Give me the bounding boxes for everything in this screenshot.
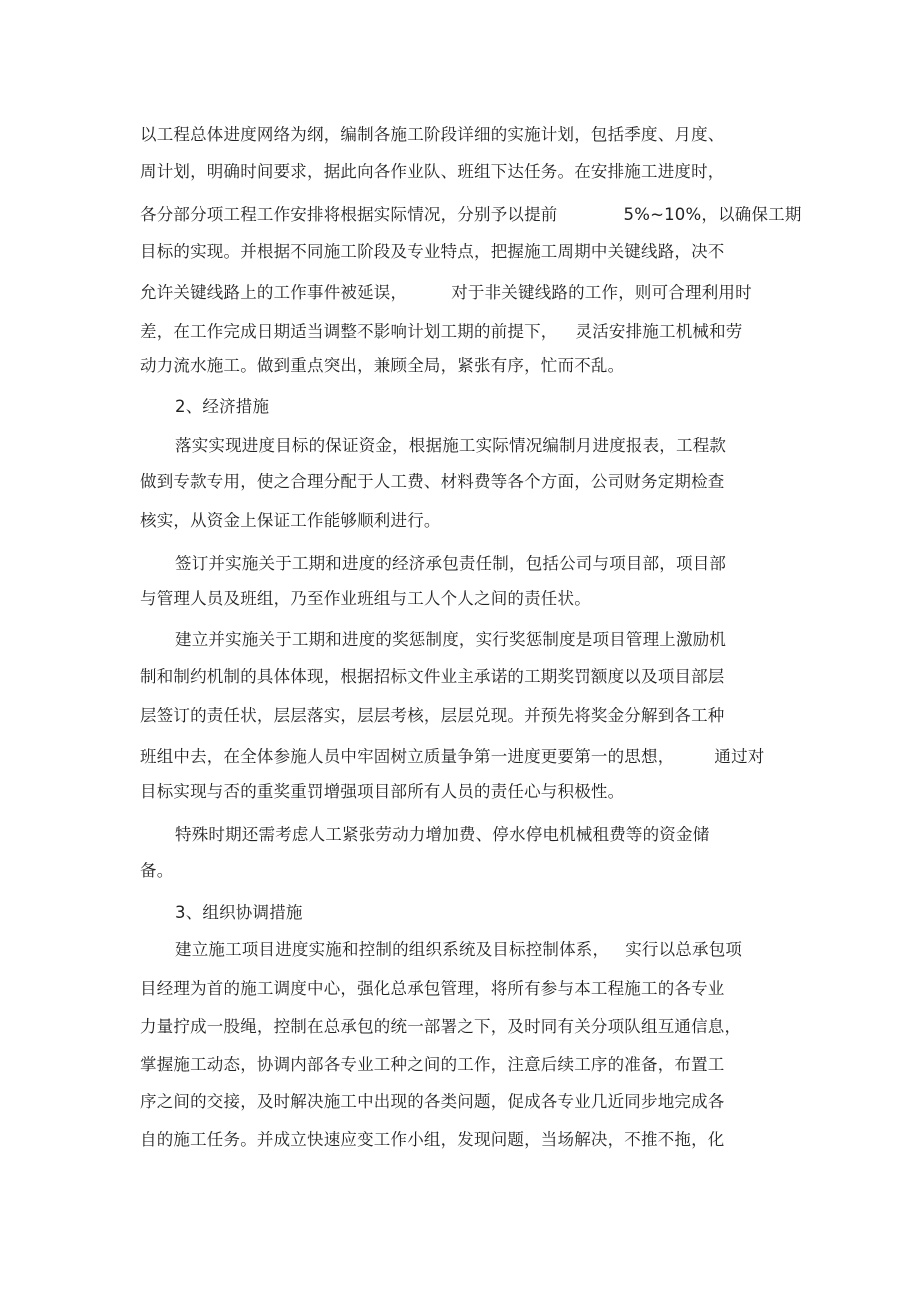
text-line [175, 824, 709, 846]
text-line [140, 355, 624, 377]
text-segment: 自的施工任务。并成立快速应变工作小组，发现问题，当场解决，不推不拖，化 [140, 1130, 725, 1149]
text-segment: 签订并实施关于工期和进度的经济承包责任制，包括公司与项目部，项目部 [175, 554, 727, 573]
text-line [140, 666, 725, 688]
text-line [140, 746, 765, 768]
text-line [140, 1129, 725, 1151]
text-segment: 差，在工作完成日期适当调整不影响计划工期的前提下， [140, 322, 558, 341]
text-line [140, 471, 725, 493]
text-segment: 目标的实现。并根据不同施工阶段及专业特点，把握施工周期中关键线路，决不 [140, 242, 725, 261]
text-segment: 建立施工项目进度实施和控制的组织系统及目标控制体系， [175, 940, 610, 959]
text-segment: 掌握施工动态，协调内部各专业工种之间的工作，注意后续工序的准备，布置工 [140, 1055, 725, 1074]
text-segment: 目标实现与否的重奖重罚增强项目部所有人员的责任心与积极性。 [140, 782, 625, 801]
text-line [140, 204, 802, 226]
text-segment: 允许关键线路上的工作事件被延误， [140, 283, 408, 302]
text-line [140, 282, 752, 304]
text-segment: 以工程总体进度网络为纲，编制各施工阶段详细的实施计划，包括季度、月度、 [140, 125, 725, 144]
text-segment: 层签订的责任状，层层落实，层层考核，层层兑现。并预先将奖金分解到各工种 [140, 706, 725, 725]
text-segment: 制和制约机制的具体体现，根据招标文件业主承诺的工期奖罚额度以及项目部层 [140, 667, 725, 686]
text-segment: 做到专款专用，使之合理分配于人工费、材料费等各个方面，公司财务定期检查 [140, 472, 725, 491]
heading-text: 2、经济措施 [175, 397, 270, 416]
text-line [175, 629, 726, 651]
text-segment: 周计划，明确时间要求，据此向各作业队、班组下达任务。在安排施工进度时， [140, 162, 725, 181]
text-segment: 力量拧成一股绳，控制在总承包的统一部署之下，及时同有关分项队组互通信息， [140, 1017, 742, 1036]
text-segment: 特殊时期还需考虑人工紧张劳动力增加费、停水停电机械租费等的资金储 [175, 825, 710, 844]
text-line [140, 978, 725, 1000]
text-segment: 落实实现进度目标的保证资金，根据施工实际情况编制月进度报表，工程款 [175, 436, 727, 455]
text-segment: 灵活安排施工机械和劳 [575, 322, 743, 341]
text-segment: 建立并实施关于工期和进度的奖惩制度，实行奖惩制度是项目管理上激励机 [175, 630, 727, 649]
text-line [140, 241, 725, 263]
text-segment: 核实，从资金上保证工作能够顺利进行。 [140, 511, 441, 530]
text-segment: 对于非关键线路的工作，则可合理利用时 [451, 283, 752, 302]
text-line [140, 781, 624, 803]
text-segment: 与管理人员及班组，乃至作业班组与工人个人之间的责任状。 [140, 589, 591, 608]
heading-text: 3、组织协调措施 [175, 903, 303, 922]
text-line [140, 161, 725, 183]
text-segment: 目经理为首的施工调度中心，强化总承包管理，将所有参与本工程施工的各专业 [140, 979, 725, 998]
text-segment: 各分部分项工程工作安排将根据实际情况，分别予以提前 [140, 205, 558, 224]
text-line [140, 321, 743, 343]
text-segment: 通过对 [714, 747, 765, 766]
text-line [140, 124, 725, 146]
text-line [175, 553, 726, 575]
text-line [175, 939, 742, 961]
text-segment: 5%~10%，以确保工期 [623, 205, 802, 224]
text-segment: 实行以总承包项 [625, 940, 743, 959]
text-segment: 动力流水施工。做到重点突出，兼顾全局，紧张有序，忙而不乱。 [140, 356, 625, 375]
text-line [140, 705, 725, 727]
text-line [175, 435, 726, 457]
text-line [140, 1091, 725, 1113]
text-line [140, 860, 173, 882]
section-heading [175, 902, 303, 924]
text-segment: 序之间的交接，及时解决施工中出现的各类问题，促成各专业几近同步地完成各 [140, 1092, 725, 1111]
text-line [140, 1016, 741, 1038]
text-segment: 备。 [140, 861, 174, 880]
text-line [140, 1054, 725, 1076]
text-line [140, 510, 441, 532]
text-line [140, 588, 591, 610]
section-heading [175, 396, 269, 418]
text-segment: 班组中去，在全体参施人员中牢固树立质量争第一进度更要第一的思想， [140, 747, 675, 766]
